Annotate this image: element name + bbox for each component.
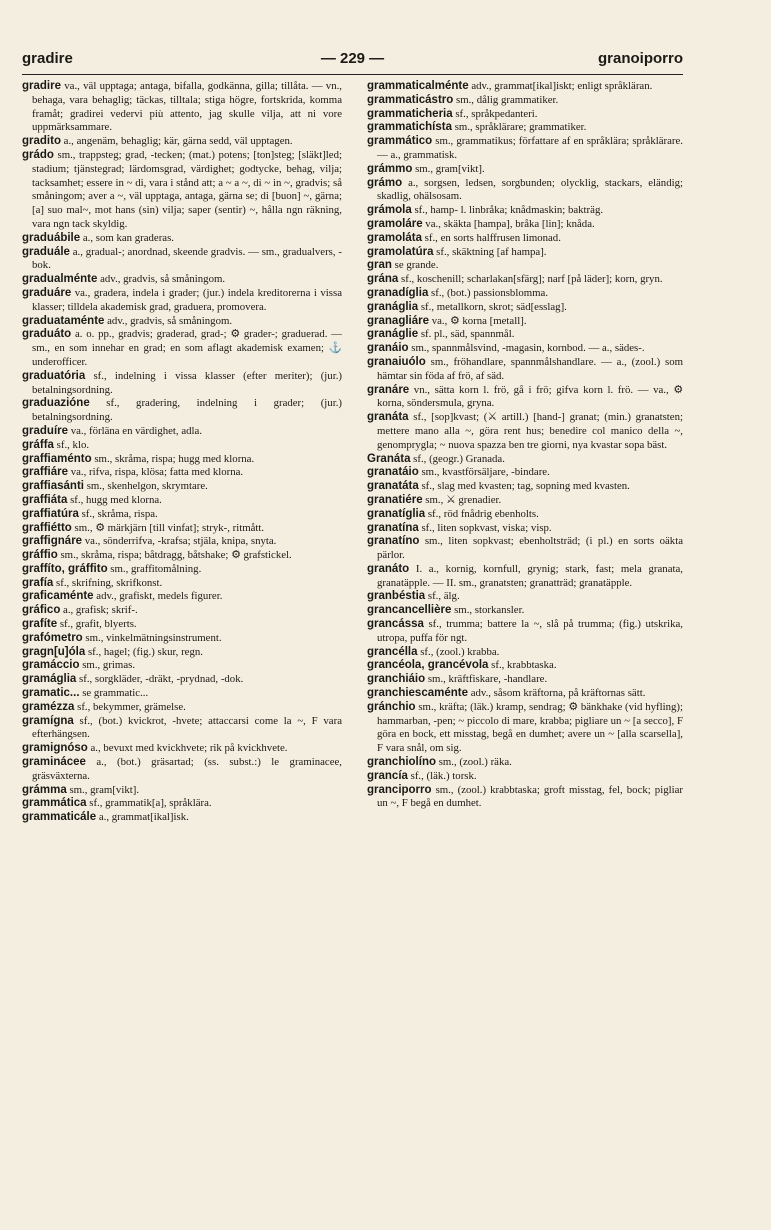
dictionary-entry bbox=[367, 163, 683, 177]
entry-headword: gramáccio bbox=[22, 659, 80, 672]
dictionary-entry bbox=[367, 80, 683, 94]
dictionary-entry bbox=[22, 315, 342, 329]
entry-headword: granatiére bbox=[367, 493, 423, 506]
entry-headword: gramatic... bbox=[22, 687, 80, 700]
entry-headword: grammaticalménte bbox=[367, 80, 469, 92]
entry-headword: graffiáta bbox=[22, 493, 68, 506]
entry-definition: sm., (zool.) krabbtaska; groft misstag, fel, bock; pigliar un ~, F begå en dumhet. bbox=[377, 783, 683, 810]
entry-definition: sm., graffitomålning. bbox=[107, 562, 202, 575]
entry-definition: adv., grammat[ikal]iskt; enligt språkläran. bbox=[468, 80, 653, 92]
entry-definition: adv., såsom kräftorna, på kräftornas sätt. bbox=[468, 687, 646, 700]
guide-word-right: granoiporro bbox=[598, 50, 683, 67]
dictionary-entry bbox=[367, 604, 683, 618]
entry-headword: gráfico bbox=[22, 604, 61, 617]
entry-definition: a., (bot.) gräsartad; (ss. subst.:) le graminacee, gräsväxterna. bbox=[32, 756, 342, 782]
entry-headword: graduataménte bbox=[22, 314, 105, 327]
entry-definition: a., grammat[ikal]isk. bbox=[96, 811, 189, 824]
entry-definition: va., ⚙ korna [metall]. bbox=[429, 314, 527, 327]
dictionary-entry bbox=[367, 590, 683, 604]
entry-headword: grammaticále bbox=[22, 811, 97, 824]
entry-definition: sm., kräfta; (läk.) kramp, sendrag; ⚙ bänkhake (vid hyfling); hammarban, -pen; ~ piccolo di mare, krabba; pigliare un ~ [a secco], F göra en bock, ett misstag, begå en dumhet; avere un ~ [alla scarsella], F vara snål, om sig. bbox=[377, 700, 683, 755]
entry-definition: sf., trumma; battere la ~, slå på trumma; (fig.) utskrika, utropa, puffa för ngt. bbox=[377, 618, 683, 644]
entry-headword: grammático bbox=[367, 135, 433, 148]
dictionary-entry bbox=[367, 273, 683, 287]
entry-headword: graffiétto bbox=[22, 521, 72, 534]
entry-headword: graffíto, gráffito bbox=[22, 562, 108, 575]
page-header bbox=[22, 50, 683, 72]
entry-headword: granáio bbox=[367, 342, 409, 355]
entry-headword: granciporro bbox=[367, 783, 432, 796]
dictionary-entry bbox=[22, 328, 342, 369]
dictionary-entry bbox=[22, 466, 342, 480]
dictionary-entry bbox=[22, 756, 342, 784]
dictionary-entry bbox=[22, 659, 342, 673]
entry-definition: sm., vinkelmätningsinstrument. bbox=[82, 631, 222, 644]
dictionary-entry bbox=[22, 687, 342, 701]
dictionary-entry bbox=[22, 701, 342, 715]
entry-definition: sf., indelning i vissa klasser (efter meriter); (jur.) betalningsordning. bbox=[32, 369, 342, 396]
dictionary-entry bbox=[367, 135, 683, 163]
entry-definition: adv., gradvis, så småningom. bbox=[104, 314, 233, 327]
dictionary-entry bbox=[22, 149, 342, 232]
entry-definition: va., förläna en värdighet, adla. bbox=[68, 424, 203, 437]
dictionary-entry bbox=[367, 466, 683, 480]
entry-definition: sm., skenhelgon, skrymtare. bbox=[84, 480, 208, 493]
entry-definition: sf., koschenill; scharlakan[sfärg]; narf [på läder]; korn, gryn. bbox=[398, 273, 663, 286]
entry-headword: graminácee bbox=[22, 756, 86, 769]
dictionary-entry bbox=[22, 232, 342, 246]
entry-definition: va., rifva, rispa, klösa; fatta med klorna. bbox=[68, 466, 244, 479]
dictionary-entry bbox=[22, 370, 342, 398]
entry-definition: a., angenäm, behaglig; kär, gärna sedd, väl upptagen. bbox=[60, 135, 293, 148]
dictionary-entry bbox=[367, 687, 683, 701]
dictionary-entry bbox=[367, 108, 683, 122]
entry-headword: graduáto bbox=[22, 328, 72, 341]
dictionary-entry bbox=[367, 770, 683, 784]
entry-headword: grammática bbox=[22, 797, 87, 810]
dictionary-entry bbox=[367, 315, 683, 329]
entry-headword: granáglie bbox=[367, 328, 419, 341]
entry-headword: graffiaménto bbox=[22, 452, 92, 465]
entry-headword: graduábile bbox=[22, 231, 81, 244]
entry-headword: granáta bbox=[367, 411, 409, 424]
entry-definition: a., bevuxt med kvickhvete; rik på kvickhvete. bbox=[87, 742, 288, 755]
entry-definition: sm., gram[vikt]. bbox=[66, 783, 140, 796]
entry-definition: sf., skråma, rispa. bbox=[78, 507, 158, 520]
entry-definition: sm., trappsteg; grad, -tecken; (mat.) potens; [ton]steg; [släkt]led; stadium; tjänstegrad; lärdomsgrad, värdighet; godtycke, behag, vilja; tacksamhet; essere in ~ di, vara i stånd att; a ~ a ~, di ~ in ~, gradvis; så småningom; aver a ~, väl upptaga, antaga, gärna se; di [buon] ~, gärna; [a] suo mal~, mot hans (sin) vilja; saper (sentir) ~, hålla ngn räkning, vara ngn tack skyldig. bbox=[32, 148, 342, 230]
entry-definition: adv., gradvis, så småningom. bbox=[97, 273, 226, 286]
entry-headword: graduazióne bbox=[22, 397, 90, 410]
entry-headword: graffiasánti bbox=[22, 480, 84, 493]
entry-definition: va., skäkta [hampa], bråka [lin]; knåda. bbox=[422, 217, 595, 230]
entry-headword: grána bbox=[367, 273, 399, 286]
page-number: — 229 — bbox=[320, 50, 385, 67]
dictionary-entry bbox=[367, 384, 683, 412]
dictionary-entry bbox=[22, 632, 342, 646]
dictionary-entry bbox=[22, 522, 342, 536]
entry-headword: grafíte bbox=[22, 618, 58, 631]
entry-definition: a., sorgsen, ledsen, sorgbunden; olycklig, stackars, eländig; skadlig, ohälsosam. bbox=[377, 176, 683, 203]
entry-definition: sm., (zool.) räka. bbox=[436, 756, 512, 769]
entry-definition: sm., skråma, rispa; båtdragg, båtshake; ⚙ grafstickel. bbox=[57, 549, 292, 562]
entry-headword: granáre bbox=[367, 383, 410, 396]
dictionary-entry bbox=[367, 480, 683, 494]
dictionary-entry bbox=[22, 618, 342, 632]
entry-headword: grádo bbox=[22, 148, 54, 161]
entry-definition: sm., skråma, rispa; hugg med klorna. bbox=[91, 452, 255, 465]
entry-headword: granchiolíno bbox=[367, 756, 436, 769]
entry-definition: sm., dålig grammatiker. bbox=[453, 93, 559, 106]
entry-definition: sf., krabbtaska. bbox=[488, 659, 557, 672]
entry-headword: graduále bbox=[22, 245, 70, 258]
dictionary-entry bbox=[22, 135, 342, 149]
entry-headword: granáto bbox=[367, 562, 410, 575]
dictionary-entry bbox=[22, 397, 342, 425]
entry-definition: a., som kan graderas. bbox=[80, 231, 174, 244]
entry-definition: sf., grafit, blyerts. bbox=[57, 618, 137, 631]
entry-headword: gran bbox=[367, 259, 392, 272]
dictionary-entry bbox=[22, 590, 342, 604]
entry-headword: gráffa bbox=[22, 438, 54, 451]
entry-headword: grammaticheria bbox=[367, 107, 453, 120]
entry-headword: granatíglia bbox=[367, 507, 426, 520]
dictionary-entry bbox=[22, 715, 342, 743]
entry-definition: sf., (bot.) passionsblomma. bbox=[428, 286, 549, 299]
entry-definition: sm., grimas. bbox=[79, 659, 136, 672]
dictionary-entry bbox=[22, 563, 342, 577]
entry-definition: sm., språklärare; grammatiker. bbox=[452, 121, 587, 134]
entry-headword: graffiáre bbox=[22, 466, 69, 479]
entry-definition: sf., metallkorn, skrot; säd[esslag]. bbox=[418, 300, 567, 313]
entry-definition: sm., ⚔ grenadier. bbox=[422, 493, 502, 506]
entry-headword: grancéola, grancévola bbox=[367, 659, 489, 672]
entry-definition: sf., (bot.) kvickrot, -hvete; attaccarsi come la ~, F vara efterhängsen. bbox=[32, 714, 342, 741]
entry-headword: gramolatúra bbox=[367, 245, 434, 258]
entry-headword: gramígna bbox=[22, 714, 74, 727]
entry-definition: a., gradual-; anordnad, skeende gradvis. — sm., gradualvers, -bok. bbox=[32, 245, 342, 272]
entry-definition: sf., hamp- l. linbråka; knådmaskin; bakträg. bbox=[411, 204, 604, 217]
entry-definition: sf., skrifning, skrifkonst. bbox=[53, 576, 163, 589]
dictionary-entry bbox=[22, 549, 342, 563]
entry-headword: grancélla bbox=[367, 645, 418, 658]
dictionary-entry bbox=[367, 121, 683, 135]
entry-definition: va., väl upptaga; antaga, bifalla, godkänna, gilla; tillåta. — vn., behaga, vara behaglig; täckas, tilltala; stiga högre, fortskrida, komma framåt; gradirei vedervi più attento, jag skulle vilja, att ni vore uppmärksammare. bbox=[32, 80, 342, 134]
entry-definition: adv., grafiskt, medels figurer. bbox=[93, 590, 223, 603]
dictionary-entry bbox=[22, 535, 342, 549]
entry-definition: sf., röd fnådrig ebenholts. bbox=[425, 507, 539, 520]
entry-headword: graduíre bbox=[22, 424, 69, 437]
entry-definition: sm., ⚙ märkjärn [till vinfat]; stryk-, ritmått. bbox=[71, 521, 265, 534]
entry-definition: sf., gradering, indelning i grader; (jur.) betalningsordning. bbox=[32, 397, 342, 424]
entry-definition: sf., skäktning [af hampa]. bbox=[433, 245, 547, 258]
dictionary-entry bbox=[22, 811, 342, 825]
entry-headword: granadíglia bbox=[367, 286, 429, 299]
entry-headword: granatáio bbox=[367, 466, 419, 479]
entry-definition: va., gradera, indela i grader; (jur.) indela kreditorerna i vissa klasser; tilldela akademisk grad, graduera, promovera. bbox=[32, 286, 342, 313]
dictionary-entry bbox=[367, 756, 683, 770]
dictionary-entry bbox=[367, 204, 683, 218]
entry-definition: sf. pl., säd, spannmål. bbox=[418, 328, 515, 341]
entry-headword: grafómetro bbox=[22, 631, 83, 644]
entry-headword: gramoláta bbox=[367, 231, 422, 244]
entry-headword: granchiescaménte bbox=[367, 687, 468, 700]
entry-headword: gráffio bbox=[22, 549, 58, 562]
dictionary-entry bbox=[367, 301, 683, 315]
entry-definition: sf., (geogr.) Granada. bbox=[410, 452, 505, 465]
entry-definition: sm., storkansler. bbox=[451, 604, 525, 617]
dictionary-entry bbox=[367, 453, 683, 467]
dictionary-entry bbox=[367, 646, 683, 660]
dictionary-entry bbox=[22, 742, 342, 756]
entry-headword: grámma bbox=[22, 783, 67, 796]
entry-headword: gragn[u]óla bbox=[22, 645, 86, 658]
entry-definition: sf., slag med kvasten; tag, sopning med kvasten. bbox=[418, 480, 630, 493]
entry-definition: sf., hagel; (fig.) skur, regn. bbox=[85, 645, 203, 658]
entry-definition: se grammatic... bbox=[79, 687, 149, 700]
entry-definition: sf., bekymmer, grämelse. bbox=[74, 700, 186, 713]
dictionary-entry bbox=[367, 246, 683, 260]
entry-headword: grámmo bbox=[367, 162, 413, 175]
entry-definition: sf., sorgkläder, -dräkt, -prydnad, -dok. bbox=[76, 673, 244, 686]
entry-headword: grámola bbox=[367, 204, 412, 217]
entry-headword: grammaticástro bbox=[367, 93, 454, 106]
entry-headword: grafía bbox=[22, 576, 54, 589]
entry-headword: grancássa bbox=[367, 618, 424, 631]
entry-headword: graficaménte bbox=[22, 590, 94, 603]
entry-definition: sm., kräftfiskare, -handlare. bbox=[425, 673, 548, 686]
dictionary-entry bbox=[367, 618, 683, 646]
entry-headword: gramézza bbox=[22, 700, 75, 713]
entry-definition: sf., liten sopkvast, viska; visp. bbox=[418, 521, 552, 534]
dictionary-entry bbox=[367, 508, 683, 522]
dictionary-entry bbox=[367, 535, 683, 563]
entry-definition: sf., (zool.) krabba. bbox=[417, 645, 500, 658]
entry-headword: gramoláre bbox=[367, 217, 423, 230]
entry-headword: granatíno bbox=[367, 535, 420, 548]
dictionary-entry bbox=[22, 673, 342, 687]
left-column bbox=[22, 80, 342, 1205]
entry-definition: sf., grammatik[a], språklära. bbox=[86, 797, 212, 810]
dictionary-entry bbox=[367, 232, 683, 246]
entry-headword: granaiuólo bbox=[367, 355, 426, 368]
dictionary-entry bbox=[367, 356, 683, 384]
dictionary-entry bbox=[367, 411, 683, 452]
entry-headword: gradito bbox=[22, 135, 61, 148]
entry-headword: graduatória bbox=[22, 369, 86, 382]
entry-headword: granatína bbox=[367, 521, 419, 534]
dictionary-entry bbox=[367, 94, 683, 108]
entry-definition: sf., älg. bbox=[425, 590, 460, 603]
dictionary-entry bbox=[367, 522, 683, 536]
dictionary-entry bbox=[367, 177, 683, 205]
entry-definition: sm., grammatikus; författare af en språklära; språklärare. — a., grammatisk. bbox=[377, 135, 683, 161]
entry-headword: granáglia bbox=[367, 300, 419, 313]
dictionary-entry bbox=[22, 577, 342, 591]
entry-headword: graffignáre bbox=[22, 535, 83, 548]
dictionary-entry bbox=[367, 287, 683, 301]
dictionary-entry bbox=[22, 784, 342, 798]
dictionary-entry bbox=[367, 563, 683, 591]
entry-definition: sm., kvastförsäljare, -bindare. bbox=[418, 466, 550, 479]
dictionary-entry bbox=[22, 246, 342, 274]
entry-definition: a. o. pp., gradvis; graderad, grad-; ⚙ grader-; graduerad. — sm., en som innehar en grad; en som aflagt akademisk examen; ⚓ underofficer. bbox=[32, 328, 342, 368]
entry-headword: granchiáio bbox=[367, 673, 426, 686]
guide-word-left: gradire bbox=[22, 50, 73, 67]
entry-headword: gránchio bbox=[367, 700, 416, 713]
entry-definition: sf., språkpedanteri. bbox=[452, 107, 538, 120]
dictionary-entry bbox=[367, 342, 683, 356]
dictionary-entry bbox=[367, 673, 683, 687]
entry-definition: sf., klo. bbox=[53, 438, 90, 451]
dictionary-entry bbox=[22, 508, 342, 522]
entry-headword: granbéstia bbox=[367, 590, 426, 603]
dictionary-entry bbox=[22, 287, 342, 315]
entry-headword: graduáre bbox=[22, 286, 72, 299]
entry-definition: sf., (läk.) torsk. bbox=[407, 769, 477, 782]
dictionary-entry bbox=[22, 439, 342, 453]
entry-definition: va., sönderrifva, -krafsa; stjäla, knipa, snyta. bbox=[82, 535, 277, 548]
dictionary-entry bbox=[367, 328, 683, 342]
entry-headword: grancía bbox=[367, 769, 408, 782]
entry-headword: gradualménte bbox=[22, 273, 98, 286]
dictionary-entry bbox=[367, 784, 683, 812]
entry-definition: a., grafisk; skrif-. bbox=[60, 604, 138, 617]
entry-definition: sf., [sop]kvast; (⚔ artill.) [hand-] granat; (min.) granatsten; mettere mano alla ~, göra rent hus; benedire col manico della ~, genomprygla; ~ nuova spazza ben tre giorni, nya kvastar sopa bäst. bbox=[377, 411, 683, 451]
entry-headword: granatáta bbox=[367, 480, 419, 493]
entry-definition: sm., spannmålsvind, -magasin, kornbod. — a., sädes-. bbox=[408, 342, 645, 355]
entry-headword: gramignóso bbox=[22, 742, 88, 755]
dictionary-entry bbox=[367, 659, 683, 673]
entry-definition: sm., gram[vikt]. bbox=[412, 162, 485, 175]
entry-headword: gradire bbox=[22, 80, 61, 92]
dictionary-entry bbox=[22, 494, 342, 508]
dictionary-entry bbox=[22, 80, 342, 135]
entry-definition: sf., hugg med klorna. bbox=[67, 493, 162, 506]
dictionary-entry bbox=[367, 701, 683, 756]
entry-headword: grámo bbox=[367, 176, 403, 189]
entry-definition: sf., en sorts halffrusen limonad. bbox=[421, 231, 561, 244]
right-column bbox=[367, 80, 683, 1205]
dictionary-entry bbox=[367, 494, 683, 508]
dictionary-entry bbox=[22, 646, 342, 660]
dictionary-entry bbox=[22, 797, 342, 811]
entry-headword: graffiatúra bbox=[22, 507, 79, 520]
entry-definition: se grande. bbox=[391, 259, 439, 272]
entry-headword: grancancellière bbox=[367, 604, 452, 617]
entry-headword: granagliáre bbox=[367, 314, 429, 327]
entry-headword: gramáglia bbox=[22, 673, 77, 686]
dictionary-entry bbox=[367, 218, 683, 232]
dictionary-entry bbox=[22, 604, 342, 618]
header-rule bbox=[22, 74, 683, 75]
entry-definition: I. a., kornig, kornfull, grynig; stark, fast; mela granata, granatäpple. — II. sm., granatsten; granatträd; granatäpple. bbox=[377, 562, 683, 589]
entry-definition: vn., sätta korn l. frö, gå i frö; gifva korn l. frö. — va., ⚙ korna, söndersmula, gryna. bbox=[377, 383, 683, 410]
dictionary-entry bbox=[22, 425, 342, 439]
entry-definition: sm., fröhandlare, spannmålshandlare. — a., (zool.) som hämtar sin föda af frö, af säd. bbox=[377, 355, 683, 382]
dictionary-entry bbox=[22, 453, 342, 467]
entry-headword: grammatichísta bbox=[367, 121, 453, 134]
dictionary-entry bbox=[22, 273, 342, 287]
dictionary-entry bbox=[367, 259, 683, 273]
dictionary-entry bbox=[22, 480, 342, 494]
entry-headword: Granáta bbox=[367, 452, 411, 465]
entry-definition: sm., liten sopkvast; ebenholtsträd; (i pl.) en sorts oäkta pärlor. bbox=[377, 535, 683, 562]
